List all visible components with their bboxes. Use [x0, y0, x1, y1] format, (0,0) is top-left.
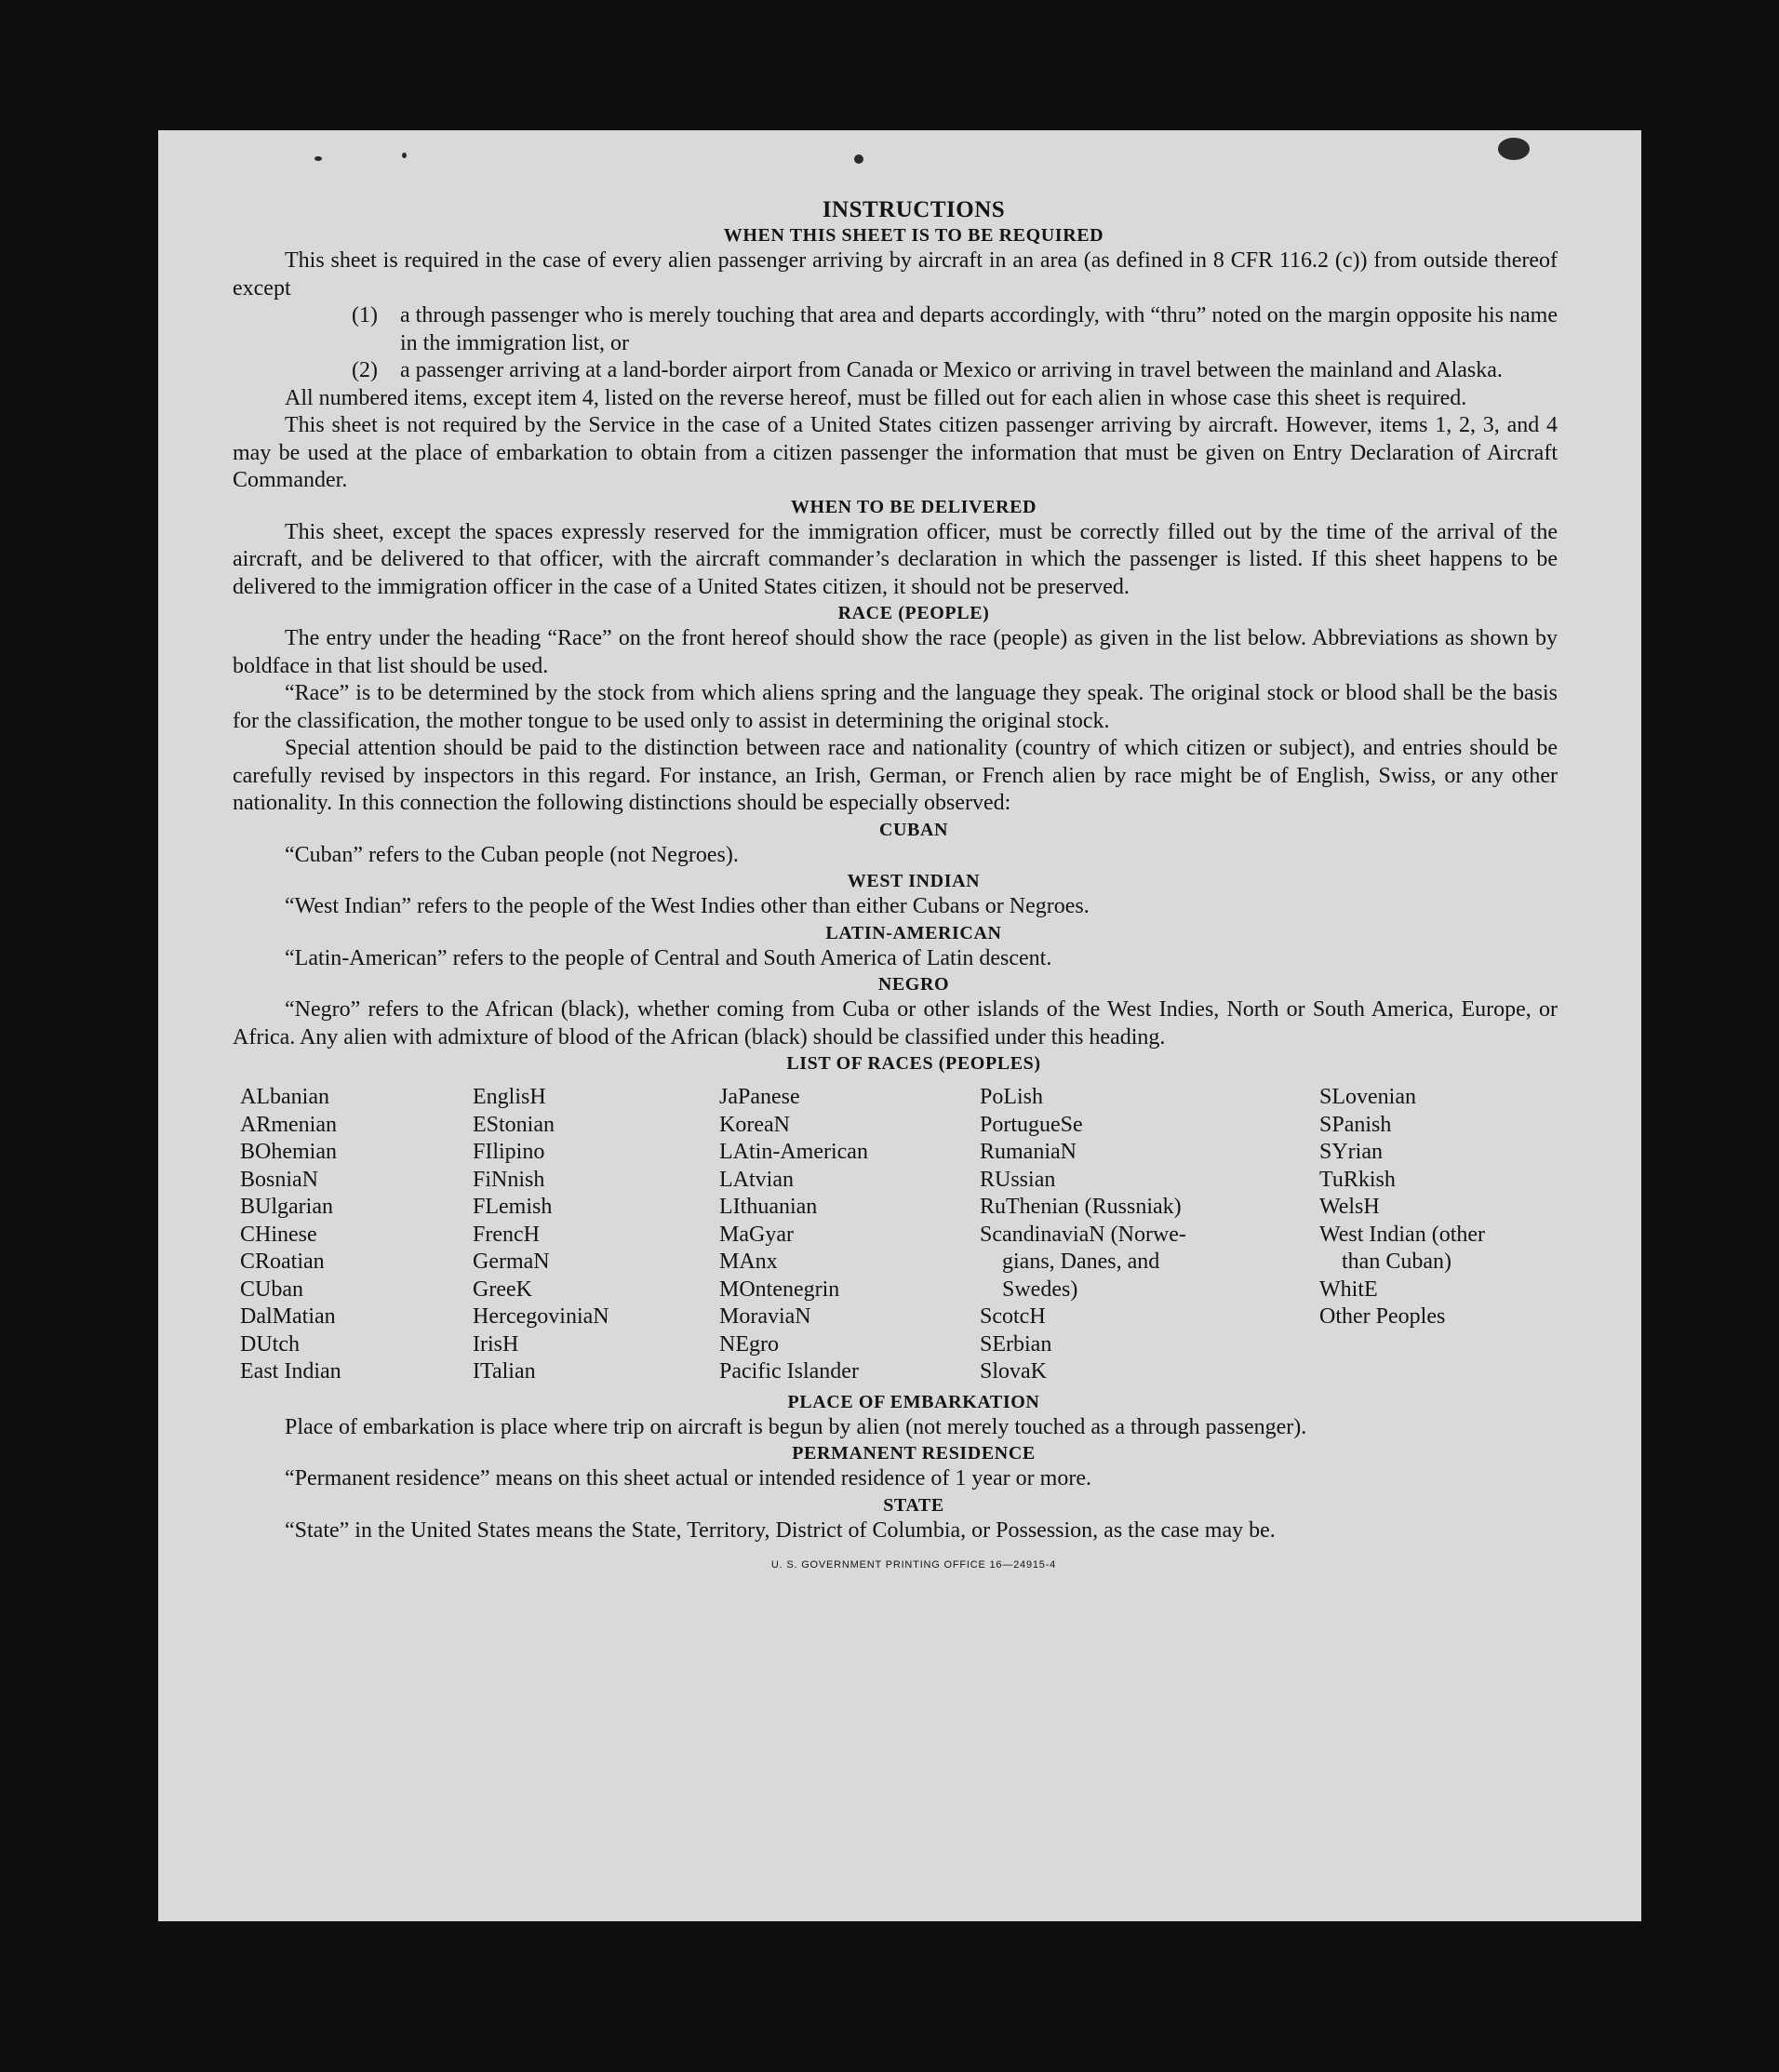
paragraph: “Latin-American” refers to the people of Central and South America of Latin descent.	[285, 945, 1052, 970]
race-entry: LAtvian	[719, 1167, 794, 1192]
race-entry: WhitE	[1319, 1277, 1378, 1302]
heading-latin-american: LATIN-AMERICAN	[825, 922, 1002, 943]
heading-race: RACE (PEOPLE)	[837, 603, 990, 623]
race-entry: NEgro	[719, 1331, 779, 1357]
heading-embarkation: PLACE OF EMBARKATION	[787, 1391, 1040, 1412]
race-entry: than Cuban)	[1319, 1250, 1451, 1274]
ink-speck	[1498, 138, 1530, 160]
race-column	[473, 1084, 719, 1386]
race-entry: HercegoviniaN	[473, 1304, 609, 1329]
item-text: a passenger arriving at a land-border airport from Canada or Mexico or arriving in travel between the mainland and Alaska.	[400, 358, 1503, 382]
race-entry: MAnx	[719, 1250, 778, 1274]
race-entry: Other Peoples	[1319, 1304, 1446, 1329]
heading-when-required: WHEN THIS SHEET IS TO BE REQUIRED	[723, 225, 1104, 246]
item-number: (1)	[352, 303, 378, 328]
race-list	[240, 1084, 1558, 1386]
heading-state: STATE	[883, 1494, 944, 1516]
race-entry: BosniaN	[240, 1167, 318, 1192]
list-item	[233, 302, 1558, 357]
race-entry: LAtin-American	[719, 1140, 868, 1164]
race-entry: FiNnish	[473, 1167, 545, 1192]
race-entry: SPanish	[1319, 1112, 1392, 1137]
race-column	[980, 1084, 1319, 1386]
ink-speck	[314, 156, 322, 161]
paragraph: This sheet is required in the case of every alien passenger arriving by aircraft in an area (as defined in 8 CFR 116.2 (c)) from outside thereof except	[233, 248, 1558, 301]
race-entry: DUtch	[240, 1331, 300, 1357]
race-entry: LIthuanian	[719, 1195, 818, 1219]
heading-list-of-races: LIST OF RACES (PEOPLES)	[786, 1053, 1041, 1074]
race-column	[240, 1084, 473, 1386]
race-entry: PoLish	[980, 1085, 1044, 1109]
race-column	[1319, 1084, 1561, 1386]
race-entry: FrencH	[473, 1222, 540, 1247]
race-entry: ALbanian	[240, 1085, 329, 1109]
paragraph: The entry under the heading “Race” on the front hereof should show the race (people) as given in the list below. Abbreviations as shown by boldface in that list should be used.	[233, 626, 1558, 678]
race-entry: ScotcH	[980, 1304, 1046, 1329]
paragraph: “Permanent residence” means on this sheet actual or intended residence of 1 year or more.	[285, 1466, 1091, 1491]
race-entry: KoreaN	[719, 1112, 790, 1137]
paragraph: Place of embarkation is place where trip on aircraft is begun by alien (not merely touched as a through passenger).	[285, 1414, 1307, 1439]
race-entry: EStonian	[473, 1112, 555, 1137]
heading-cuban: CUBAN	[878, 819, 949, 840]
race-entry: West Indian (other	[1319, 1222, 1486, 1247]
race-entry: SYrian	[1319, 1140, 1383, 1164]
paragraph: All numbered items, except item 4, listed on the reverse hereof, must be filled out for each alien in whose case this sheet is required.	[285, 385, 1467, 410]
list-item	[233, 357, 1558, 385]
race-entry: DalMatian	[240, 1304, 336, 1329]
race-column	[719, 1084, 980, 1386]
paragraph: “State” in the United States means the State, Territory, District of Columbia, or Possession, as the case may be.	[285, 1517, 1276, 1543]
race-entry: MoraviaN	[719, 1304, 811, 1329]
race-entry: CHinese	[240, 1222, 317, 1247]
heading-west-indian: WEST INDIAN	[847, 871, 981, 891]
page-title: INSTRUCTIONS	[822, 197, 1006, 222]
heading-when-delivered: WHEN TO BE DELIVERED	[790, 496, 1037, 517]
race-entry: EnglisH	[473, 1085, 546, 1109]
ink-speck	[402, 153, 407, 158]
race-entry: BUlgarian	[240, 1195, 333, 1219]
ink-speck	[854, 154, 863, 164]
race-entry: ITalian	[473, 1359, 536, 1384]
race-entry: PortugueSe	[980, 1112, 1083, 1137]
race-entry: MaGyar	[719, 1222, 794, 1247]
paragraph: “West Indian” refers to the people of the West Indies other than either Cubans or Negroes.	[285, 894, 1090, 918]
paragraph: “Cuban” refers to the Cuban people (not Negroes).	[285, 842, 739, 867]
race-entry: GermaN	[473, 1250, 550, 1274]
paragraph: “Negro” refers to the African (black), whether coming from Cuba or other islands of the West Indies, North or South America, Europe, or Africa. Any alien with admixture of blood of the African (black) should be classified under this heading.	[233, 997, 1558, 1049]
race-entry: IrisH	[473, 1331, 519, 1357]
race-entry: CRoatian	[240, 1250, 325, 1274]
paragraph: Special attention should be paid to the distinction between race and nationality (country of which citizen or subject), and entries should be carefully revised by inspectors in this regard. For instance, an Irish, German, or French alien by race might be of English, Swiss, or any other nationality. In this connection the following distinctions should be especially observed:	[233, 736, 1558, 815]
race-entry: CUban	[240, 1277, 303, 1302]
race-entry: TuRkish	[1319, 1167, 1396, 1192]
race-entry: SLovenian	[1319, 1085, 1416, 1109]
race-entry: East Indian	[240, 1359, 341, 1384]
printer-imprint: U. S. GOVERNMENT PRINTING OFFICE 16—24915-4	[770, 1559, 1057, 1571]
race-entry: ScandinaviaN (Norwe-	[980, 1222, 1186, 1247]
paragraph: This sheet is not required by the Service in the case of a United States citizen passenger arriving by aircraft. However, items 1, 2, 3, and 4 may be used at the place of embarkation to obtain from a citizen passenger the information that must be given on Entry Declaration of Aircraft Commander.	[233, 413, 1558, 492]
race-entry: Swedes)	[980, 1277, 1078, 1302]
race-entry: FIlipino	[473, 1140, 545, 1164]
race-entry: MOntenegrin	[719, 1277, 840, 1302]
race-entry: FLemish	[473, 1195, 553, 1219]
race-entry: BOhemian	[240, 1140, 337, 1164]
race-entry: SlovaK	[980, 1359, 1047, 1384]
race-entry: RUssian	[980, 1167, 1056, 1192]
race-entry: JaPanese	[719, 1085, 800, 1109]
instruction-sheet	[158, 130, 1641, 1921]
race-entry: gians, Danes, and	[980, 1250, 1160, 1274]
race-entry: RumaniaN	[980, 1140, 1077, 1164]
paragraph: This sheet, except the spaces expressly reserved for the immigration officer, must be correctly filled out by the time of the arrival of the aircraft, and be delivered to that officer, with the aircraft commander’s declaration in which the passenger is listed. If this sheet happens to be delivered to the immigration officer in the case of a United States citizen, it should not be preserved.	[233, 519, 1558, 599]
item-number: (2)	[352, 358, 378, 382]
race-entry: WelsH	[1319, 1195, 1380, 1219]
race-entry: RuThenian (Russniak)	[980, 1195, 1182, 1219]
race-entry: GreeK	[473, 1277, 532, 1302]
race-entry: Pacific Islander	[719, 1359, 859, 1384]
paragraph: “Race” is to be determined by the stock from which aliens spring and the language they speak. The original stock or blood shall be the basis for the classification, the mother tongue to be used only to assist in determining the original stock.	[233, 681, 1558, 733]
heading-negro: NEGRO	[877, 974, 950, 995]
item-text: a through passenger who is merely touching that area and departs accordingly, with “thru” noted on the margin opposite his name in the immigration list, or	[400, 303, 1558, 355]
race-entry: ARmenian	[240, 1112, 337, 1137]
heading-permanent-residence: PERMANENT RESIDENCE	[792, 1443, 1036, 1464]
race-entry: SErbian	[980, 1331, 1052, 1357]
